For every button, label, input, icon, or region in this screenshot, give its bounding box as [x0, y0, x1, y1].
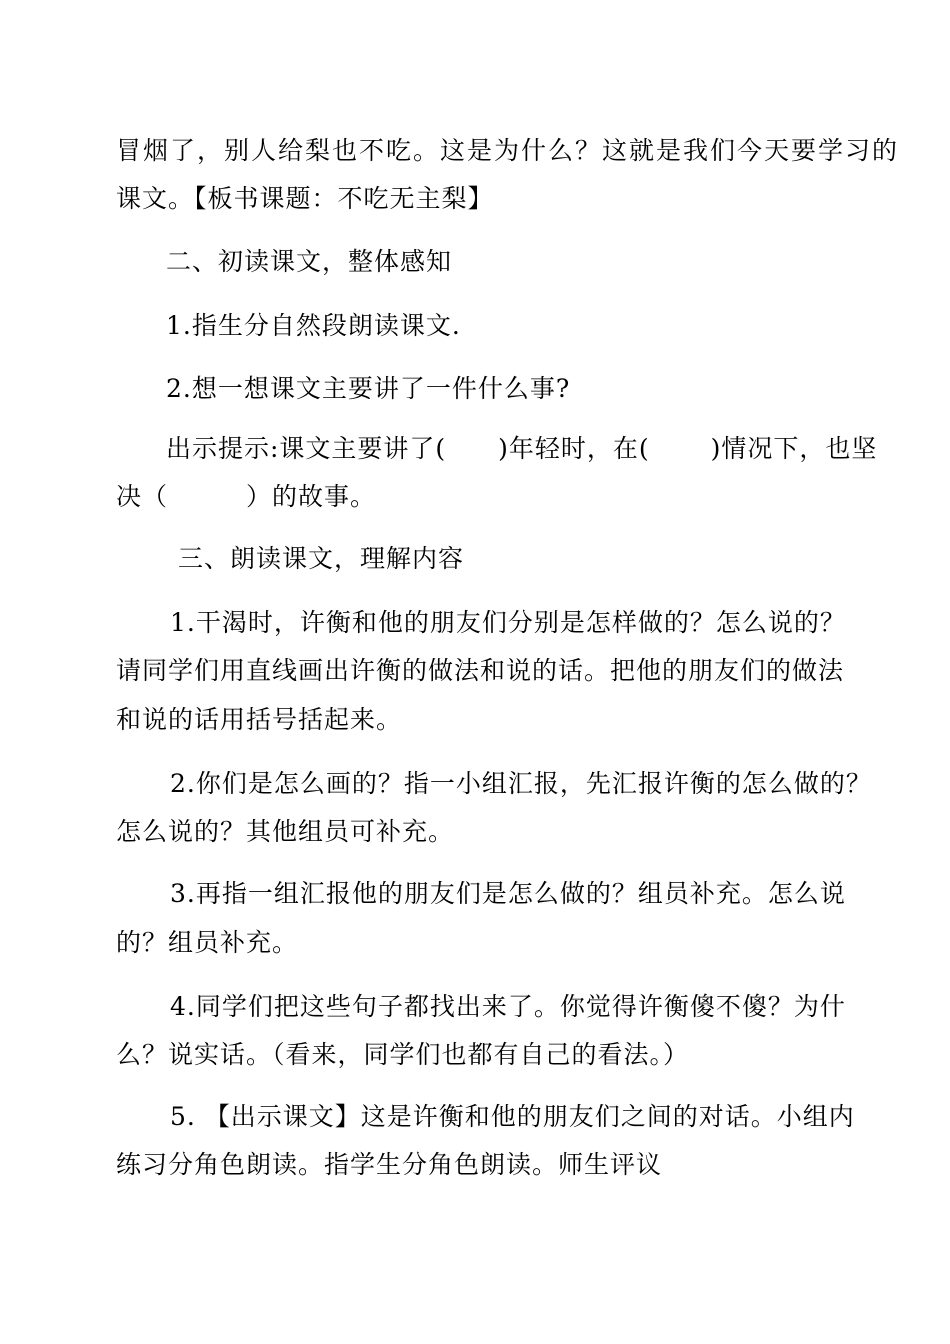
list-item: 4.同学们把这些句子都找出来了。你觉得许衡傻不傻？为什 [170, 992, 846, 1021]
paragraph-line: 么？说实话。（看来，同学们也都有自己的看法。） [116, 1040, 690, 1069]
paragraph-line: 练习分角色朗读。指学生分角色朗读。师生评议 [116, 1150, 663, 1179]
section-heading: 三、朗读课文，理解内容 [178, 544, 465, 573]
list-item: 5. 【出示课文】这是许衡和他的朋友们之间的对话。小组内 [170, 1102, 855, 1131]
paragraph-line: 出示提示:课文主要讲了( )年轻时，在( )情况下，也坚 [166, 434, 878, 463]
paragraph-line: 怎么说的？其他组员可补充。 [116, 817, 455, 846]
list-item: 2.想一想课文主要讲了一件什么事? [166, 374, 571, 403]
paragraph-line: 和说的话用括号括起来。 [116, 705, 403, 734]
list-item: 1.指生分自然段朗读课文. [166, 311, 461, 340]
paragraph-line: 请同学们用直线画出许衡的做法和说的话。把他的朋友们的做法 [116, 656, 845, 685]
paragraph-line: 课文。【板书课题：不吃无主梨】 [116, 184, 494, 213]
paragraph-line: 的？组员补充。 [116, 928, 299, 957]
list-item: 3.再指一组汇报他的朋友们是怎么做的？组员补充。怎么说 [170, 879, 846, 908]
paragraph-line: 冒烟了，别人给梨也不吃。这是为什么？这就是我们今天要学习的 [116, 136, 900, 165]
paragraph-line: 决（ ）的故事。 [116, 482, 377, 511]
list-item: 1.干渴时，许衡和他的朋友们分别是怎样做的？怎么说的？ [170, 608, 846, 637]
section-heading: 二、初读课文，整体感知 [166, 247, 453, 276]
list-item: 2.你们是怎么画的？指一小组汇报，先汇报许衡的怎么做的？ [170, 769, 872, 798]
